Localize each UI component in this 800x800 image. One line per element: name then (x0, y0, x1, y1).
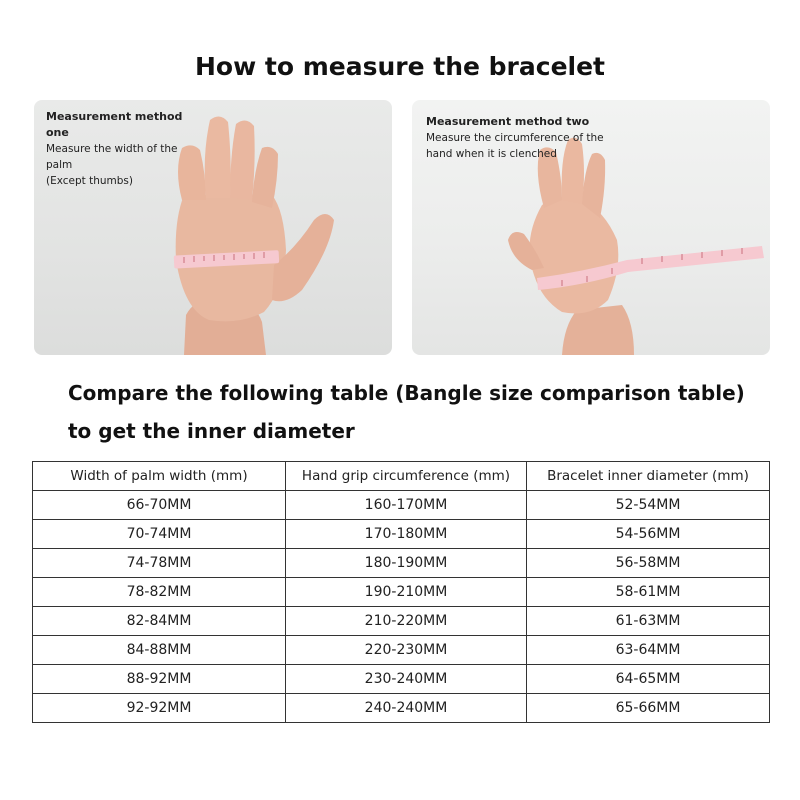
palm-width-cell: 66-70MM (33, 491, 286, 520)
palm-width-cell: 92-92MM (33, 694, 286, 723)
method-one-heading: Measurement method one (46, 110, 183, 139)
method-two-panel (412, 100, 770, 355)
header-palm-width: Width of palm width (mm) (33, 462, 286, 491)
palm-width-cell: 82-84MM (33, 607, 286, 636)
grip-cell: 190-210MM (286, 578, 527, 607)
diameter-cell: 52-54MM (527, 491, 770, 520)
grip-cell: 170-180MM (286, 520, 527, 549)
palm-width-cell: 70-74MM (33, 520, 286, 549)
table-row (33, 491, 770, 520)
table-intro-line: Compare the following table (Bangle size comparison table) (68, 381, 745, 405)
diameter-cell: 58-61MM (527, 578, 770, 607)
palm-width-cell: 74-78MM (33, 549, 286, 578)
table-header-row (33, 462, 770, 491)
diameter-cell: 65-66MM (527, 694, 770, 723)
header-inner-diameter: Bracelet inner diameter (mm) (527, 462, 770, 491)
method-one-caption (46, 109, 196, 189)
table-row (33, 520, 770, 549)
diameter-cell: 64-65MM (527, 665, 770, 694)
table-row (33, 549, 770, 578)
grip-cell: 220-230MM (286, 636, 527, 665)
table-intro-line: to get the inner diameter (68, 419, 355, 443)
table-intro (68, 374, 768, 450)
diameter-cell: 61-63MM (527, 607, 770, 636)
diameter-cell: 56-58MM (527, 549, 770, 578)
method-one-panel (34, 100, 392, 355)
table-row (33, 636, 770, 665)
table-row (33, 607, 770, 636)
diameter-cell: 63-64MM (527, 636, 770, 665)
grip-cell: 160-170MM (286, 491, 527, 520)
grip-cell: 240-240MM (286, 694, 527, 723)
grip-cell: 180-190MM (286, 549, 527, 578)
palm-width-cell: 84-88MM (33, 636, 286, 665)
page-title: How to measure the bracelet (194, 52, 606, 81)
table-row (33, 578, 770, 607)
table-row (33, 694, 770, 723)
grip-cell: 210-220MM (286, 607, 527, 636)
table-row (33, 665, 770, 694)
method-two-caption (426, 114, 611, 162)
header-grip-circumference: Hand grip circumference (mm) (286, 462, 527, 491)
method-two-line: Measure the circumference of the hand when it is clenched (426, 132, 604, 160)
method-two-heading: Measurement method two (426, 115, 590, 128)
size-comparison-table (32, 461, 770, 723)
diameter-cell: 54-56MM (527, 520, 770, 549)
method-one-line: (Except thumbs) (46, 175, 133, 187)
palm-width-cell: 88-92MM (33, 665, 286, 694)
method-one-line: Measure the width of the palm (46, 143, 178, 171)
grip-cell: 230-240MM (286, 665, 527, 694)
palm-width-cell: 78-82MM (33, 578, 286, 607)
